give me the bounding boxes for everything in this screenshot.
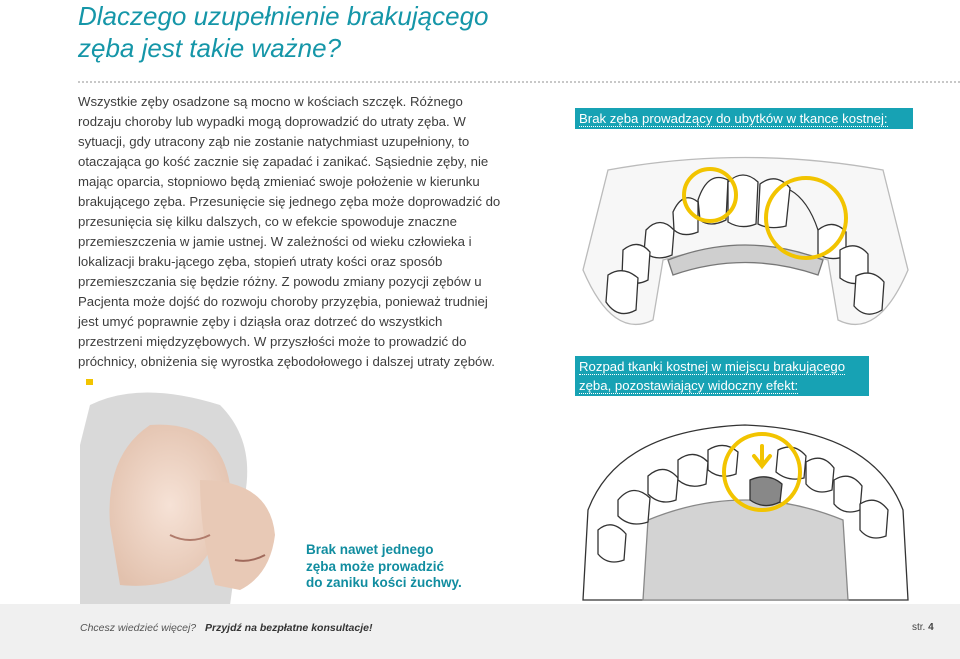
callout-line-1: Brak nawet jednego [306, 542, 434, 557]
body-paragraph [78, 92, 502, 392]
title-line-1: Dlaczego uzupełnienie brakującego [78, 1, 489, 31]
caption-bottom [575, 356, 869, 396]
callout-line-2: zęba może prowadzić [306, 558, 445, 574]
body-text: Wszystkie zęby osadzone są mocno w kościach szczęk. Różnego rodzaju choroby lub wypadki mogą doprowadzić do utraty zęba. W sytuacji, gdy utracony ząb nie zostanie natychmiast uzupełniony, to otaczająca go kość zacznie się zapadać i zanikać. Sąsiednie zęby, nie mając oparcia, stopniowo będą zmieniać swoje położenie w kierunku brakującego zęba. Przesunięcie się jednego zęba może doprowadzić do przesunięcia się kilku dalszych, co w efekcie spowoduje znaczne przemieszczenia w jamie ustnej. W zależności od wieku człowieka i lokalizacji braku-jącego zęba, stopień utraty kości oraz sposób przemieszczania się będzie różny. Z powodu zmiany pozycji zębów u Pacjenta może dojść do rozwoju choroby przyzębia, ponieważ trudniej jest umyć poprawnie zęby i dziąsła oraz dotrzeć do wszystkich przestrzeni międzyzębowych. W przyszłości może to prowadzić do próchnicy, obniżenia się wyrostka zębodołowego i dalszej utraty zębów. [78, 94, 501, 369]
callout-text [306, 542, 486, 592]
elderly-woman-profile-image [80, 385, 295, 605]
page-title [78, 0, 598, 64]
footer-bar [0, 604, 960, 659]
callout-line-3: do zaniku kości żuchwy. [306, 575, 462, 590]
page-number [912, 622, 934, 633]
caption-top-text: Brak zęba prowadzący do ubytków w tkance kostnej: [579, 111, 888, 126]
page-prefix: str. [912, 622, 926, 633]
dotted-divider [78, 81, 960, 83]
upper-jaw-illustration [578, 150, 913, 345]
title-line-2: zęba jest takie ważne? [78, 33, 342, 63]
caption-top [575, 108, 913, 129]
page-number-value: 4 [928, 622, 934, 633]
lower-jaw-illustration [578, 410, 913, 605]
footer-question: Chcesz wiedzieć więcej? [80, 622, 197, 634]
footer-cta-link[interactable]: Przyjdź na bezpłatne konsultacje! [205, 622, 373, 634]
caption-bottom-text: Rozpad tkanki kostnej w miejscu brakującego zęba, pozostawiający widoczny efekt: [579, 359, 846, 393]
